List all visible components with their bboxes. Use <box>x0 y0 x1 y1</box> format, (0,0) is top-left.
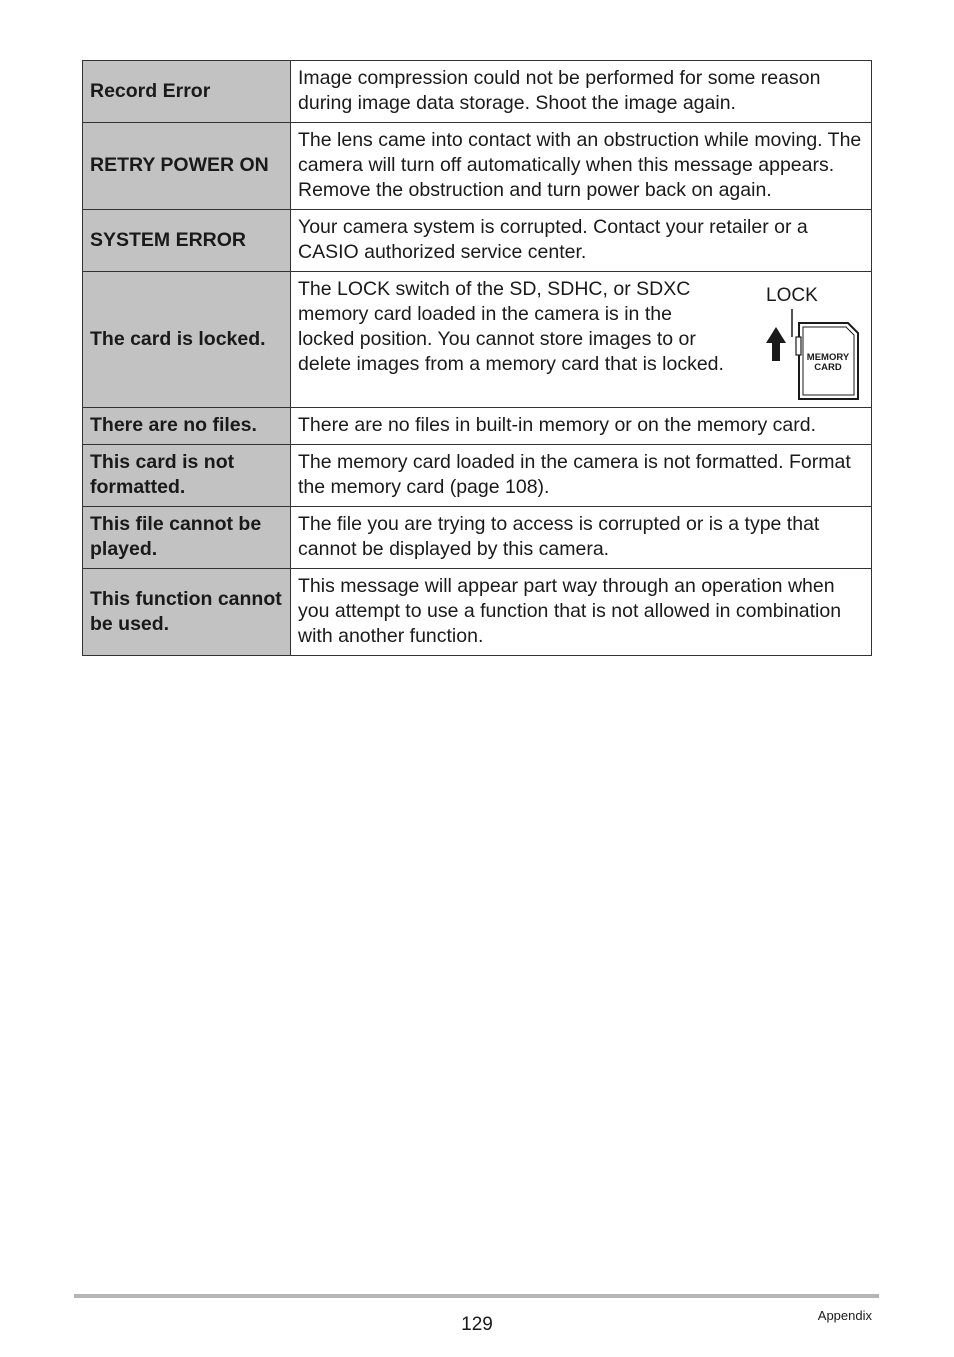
message-name: This card is not formatted. <box>83 445 291 507</box>
message-name: This file cannot be played. <box>83 507 291 569</box>
table-row <box>83 123 872 210</box>
message-description-with-figure <box>291 272 872 408</box>
table-row <box>83 272 872 408</box>
message-name: The card is locked. <box>83 272 291 408</box>
page-number: 129 <box>461 1314 493 1335</box>
lock-label: LOCK <box>766 285 818 306</box>
memory-card-lock-illustration <box>758 277 862 401</box>
up-arrow-icon <box>766 327 786 361</box>
message-description: Your camera system is corrupted. Contact your retailer or a CASIO authorized service center. <box>291 210 872 272</box>
message-description: Image compression could not be performed for some reason during image data storage. Shoot the image again. <box>291 61 872 123</box>
table-row <box>83 507 872 569</box>
message-description: There are no files in built-in memory or on the memory card. <box>291 408 872 445</box>
card-label-line2: CARD <box>814 362 842 373</box>
error-message-table <box>82 60 872 656</box>
message-description: The file you are trying to access is corrupted or is a type that cannot be displayed by this camera. <box>291 507 872 569</box>
message-name: SYSTEM ERROR <box>83 210 291 272</box>
message-description: This message will appear part way through an operation when you attempt to use a function that is not allowed in combination with another function. <box>291 569 872 656</box>
message-description: The lens came into contact with an obstruction while moving. The camera will turn off automatically when this message appears. Remove the obstruction and turn power back on again. <box>291 123 872 210</box>
lock-cell-content <box>298 277 864 401</box>
table-row <box>83 61 872 123</box>
memory-card-icon <box>796 323 858 399</box>
footer-divider <box>74 1294 879 1298</box>
table-row <box>83 408 872 445</box>
message-name: This function cannot be used. <box>83 569 291 656</box>
message-name: There are no files. <box>83 408 291 445</box>
table-row <box>83 445 872 507</box>
message-name: Record Error <box>83 61 291 123</box>
message-description: The memory card loaded in the camera is not formatted. Format the memory card (page 108). <box>291 445 872 507</box>
lock-diagram <box>758 277 862 401</box>
section-label: Appendix <box>817 1308 872 1323</box>
lock-switch <box>796 337 801 355</box>
message-name: RETRY POWER ON <box>83 123 291 210</box>
card-label-line1: MEMORY <box>806 352 850 363</box>
table-row <box>83 210 872 272</box>
message-description: The LOCK switch of the SD, SDHC, or SDXC memory card loaded in the camera is in the locked position. You cannot store images to or delete images from a memory card that is locked. <box>298 278 724 375</box>
table-row <box>83 569 872 656</box>
